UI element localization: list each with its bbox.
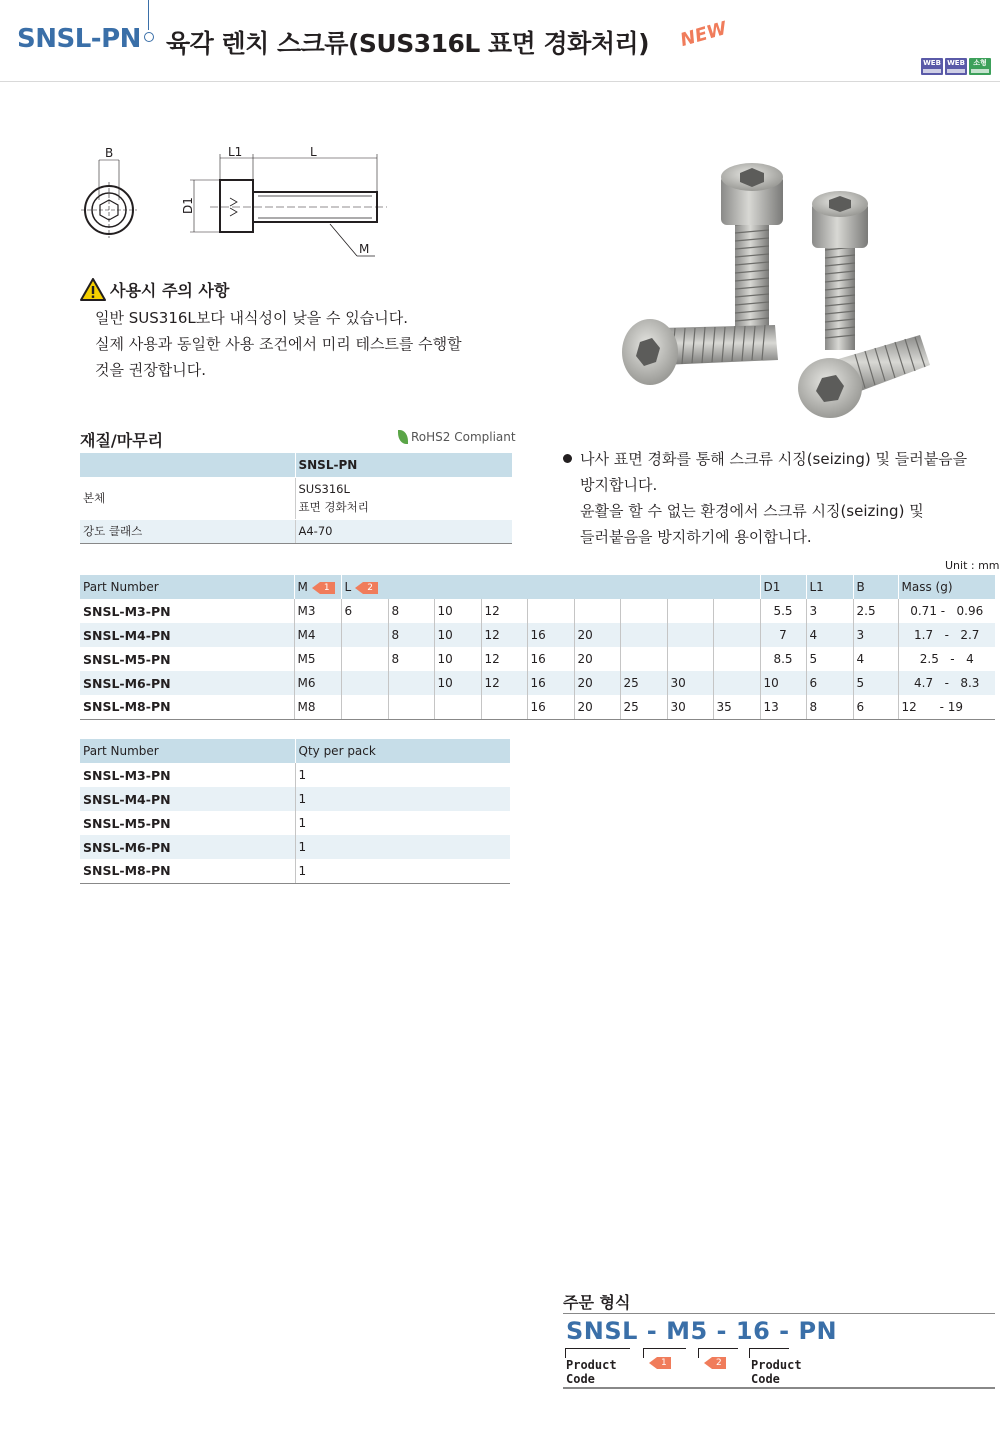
table-row [80, 477, 512, 519]
part-number: SNSL-M5-PN [83, 651, 171, 667]
b-cell: 3 [853, 623, 898, 647]
screw-image [622, 319, 778, 385]
l-cell: 8 [388, 599, 434, 623]
mass-cell: 4.7 - 8.3 [898, 671, 995, 695]
row-value [295, 477, 512, 519]
l1-cell: 5 [806, 647, 853, 671]
l-cell: 12 [481, 647, 527, 671]
spec-table [80, 575, 995, 720]
segment-bracket [749, 1348, 789, 1358]
label-l: L [310, 145, 317, 159]
l1-cell: 3 [806, 599, 853, 623]
table-row [80, 859, 510, 883]
part-number: SNSL-M8-PN [80, 695, 294, 719]
l-cell [713, 671, 760, 695]
table-row [80, 763, 510, 787]
header-l [341, 575, 760, 599]
qty-cell: 1 [295, 787, 510, 811]
feature-line: 나사 표면 경화를 통해 스크류 시징(seizing) 및 들러붙음을 [580, 450, 968, 468]
segment-label [566, 1358, 617, 1386]
segment-bracket [565, 1348, 630, 1358]
feature-line: 들러붙음을 방지하기에 용이합니다. [580, 528, 812, 546]
page-header [0, 0, 1000, 82]
warning-icon [80, 278, 106, 301]
qty-cell: 1 [295, 835, 510, 859]
small-size-icon[interactable]: 소형 [969, 58, 991, 75]
order-title: 주문 형식 [563, 1293, 631, 1312]
l-cell: 30 [667, 695, 713, 719]
caution-line: 실제 사용과 동일한 사용 조건에서 미리 테스트를 수행할 [95, 335, 462, 353]
screw-image [721, 163, 783, 335]
qty-cell: 1 [295, 763, 510, 787]
l-cell [341, 623, 388, 647]
header-b: B [853, 575, 898, 599]
table-row [80, 623, 995, 647]
l-cell: 16 [527, 623, 574, 647]
segment-label-line: Code [751, 1372, 780, 1386]
side-view [190, 154, 387, 256]
new-badge: NEW [678, 17, 730, 52]
table-row [80, 519, 512, 543]
l-cell [667, 623, 713, 647]
qty-cell: 1 [295, 811, 510, 835]
l-cell: 10 [434, 647, 481, 671]
order-divider [563, 1313, 995, 1314]
header-l-label: L [344, 580, 352, 594]
l-cell [667, 599, 713, 623]
l-cell: 25 [620, 695, 667, 719]
front-view [81, 160, 137, 238]
part-number: SNSL-M3-PN [83, 767, 171, 783]
header-l1: L1 [806, 575, 853, 599]
unit-label: Unit : mm [945, 559, 1000, 572]
l-cell: 16 [527, 671, 574, 695]
badge-2-icon: 2 [363, 582, 378, 594]
l-cell [713, 599, 760, 623]
screw-image [798, 335, 930, 418]
rohs-badge [398, 430, 516, 444]
segment-label-line: Code [566, 1372, 595, 1386]
header-cell [80, 453, 295, 477]
finish-value: 표면 경화처리 [298, 500, 369, 514]
l-cell [388, 671, 434, 695]
l-cell: 20 [574, 647, 620, 671]
l-cell [341, 695, 388, 719]
header-cell: SNSL-PN [295, 453, 512, 477]
b-cell: 4 [853, 647, 898, 671]
badge-1-icon: 1 [320, 582, 335, 594]
l-cell [620, 599, 667, 623]
m-cell: M5 [294, 647, 341, 671]
part-number: SNSL-M6-PN [80, 835, 295, 859]
feature-bullet [563, 446, 983, 550]
l-cell: 6 [341, 599, 388, 623]
l-cell [388, 695, 434, 719]
m-cell: M4 [294, 623, 341, 647]
table-row [80, 671, 995, 695]
part-number: SNSL-M5-PN [83, 815, 171, 831]
part-number: SNSL-M6-PN [80, 671, 294, 695]
l-cell: 30 [667, 671, 713, 695]
l-cell [713, 623, 760, 647]
caution-line: 것을 권장합니다. [95, 361, 206, 379]
segment-label-line: Product [751, 1358, 802, 1372]
table-row [80, 695, 995, 719]
table-row [80, 835, 510, 859]
l-cell: 10 [434, 671, 481, 695]
l-cell: 20 [574, 695, 620, 719]
l1-cell: 6 [806, 671, 853, 695]
table-row [80, 811, 510, 835]
l-cell [481, 695, 527, 719]
mass-cell: 12 - 19 [898, 695, 995, 719]
part-number: SNSL-M3-PN [83, 603, 171, 619]
m-cell: M3 [294, 599, 341, 623]
web-icon[interactable]: WEB [945, 58, 967, 75]
mass-cell: 1.7 - 2.7 [898, 623, 995, 647]
header-divider-dot [144, 32, 154, 42]
l-cell: 25 [620, 671, 667, 695]
l-cell: 12 [481, 623, 527, 647]
web-icon[interactable]: WEB [921, 58, 943, 75]
d1-cell: 7 [760, 623, 806, 647]
material-table [80, 453, 512, 544]
rohs-label: RoHS2 Compliant [411, 430, 516, 444]
l-cell [341, 671, 388, 695]
leaf-icon [398, 430, 408, 444]
feature-line: 방지합니다. [580, 476, 658, 494]
b-cell: 5 [853, 671, 898, 695]
technical-drawing [72, 140, 392, 270]
l1-cell: 4 [806, 623, 853, 647]
l-cell: 8 [388, 623, 434, 647]
l-cell [713, 647, 760, 671]
l-cell [574, 599, 620, 623]
d1-cell: 8.5 [760, 647, 806, 671]
material-title: 재질/마무리 [80, 431, 164, 450]
l-cell: 16 [527, 695, 574, 719]
part-number: SNSL-M4-PN [80, 787, 295, 811]
web-icons [921, 58, 991, 75]
header-part: Part Number [80, 575, 294, 599]
b-cell: 2.5 [853, 599, 898, 623]
header-divider [148, 0, 149, 30]
table-header-row [80, 739, 510, 763]
row-value: A4-70 [295, 519, 512, 543]
l-cell [620, 647, 667, 671]
l-cell [341, 647, 388, 671]
screw-image [812, 191, 868, 350]
order-code: SNSL - M5 - 16 - PN [566, 1317, 838, 1345]
l-cell: 20 [574, 623, 620, 647]
caution-heading [80, 278, 462, 301]
header-d1: D1 [760, 575, 806, 599]
l-cell: 10 [434, 599, 481, 623]
header-qty: Qty per pack [295, 739, 510, 763]
table-header-row [80, 575, 995, 599]
header-mass: Mass (g) [898, 575, 995, 599]
page-title: 육각 렌치 스크류(SUS316L 표면 경화처리) [166, 29, 650, 58]
table-row [80, 599, 995, 623]
table-header-row [80, 453, 512, 477]
label-l1: L1 [228, 145, 243, 159]
mass-cell: 0.71 - 0.96 [898, 599, 995, 623]
d1-cell: 5.5 [760, 599, 806, 623]
l-cell: 8 [388, 647, 434, 671]
segment-label [751, 1358, 802, 1386]
caution-box [80, 278, 462, 383]
label-b: B [105, 146, 114, 160]
l-cell: 12 [481, 599, 527, 623]
qty-table [80, 739, 510, 884]
m-cell: M6 [294, 671, 341, 695]
header-m [294, 575, 341, 599]
header-part: Part Number [80, 739, 295, 763]
qty-cell: 1 [295, 859, 510, 883]
bullet-icon [563, 454, 572, 463]
header-m-label: M [297, 580, 308, 594]
d1-cell: 13 [760, 695, 806, 719]
product-code: SNSL-PN [17, 24, 141, 54]
l-cell: 16 [527, 647, 574, 671]
d1-cell: 10 [760, 671, 806, 695]
caution-text [95, 305, 462, 383]
b-cell: 6 [853, 695, 898, 719]
l-cell: 35 [713, 695, 760, 719]
l-cell: 12 [481, 671, 527, 695]
product-photo [600, 160, 940, 420]
feature-line: 윤활을 할 수 없는 환경에서 스크류 시징(seizing) 및 [580, 502, 924, 520]
badge-1-icon: 1 [657, 1357, 671, 1369]
l-cell [667, 647, 713, 671]
l-cell [434, 695, 481, 719]
l-cell [620, 623, 667, 647]
part-number: SNSL-M8-PN [80, 859, 295, 883]
caution-title: 사용시 주의 사항 [110, 281, 230, 300]
l1-cell: 8 [806, 695, 853, 719]
row-label: 본체 [80, 477, 295, 519]
feature-text [580, 446, 983, 550]
segment-label-line: Product [566, 1358, 617, 1372]
m-cell: M8 [294, 695, 341, 719]
table-row [80, 787, 510, 811]
l-cell: 10 [434, 623, 481, 647]
mass-cell: 2.5 - 4 [898, 647, 995, 671]
label-m: M [359, 242, 370, 256]
badge-2-icon: 2 [712, 1357, 726, 1369]
label-d1: D1 [181, 197, 195, 214]
l-cell [527, 599, 574, 623]
l-cell: 20 [574, 671, 620, 695]
caution-line: 일반 SUS316L보다 내식성이 낮을 수 있습니다. [95, 309, 408, 327]
part-number: SNSL-M4-PN [80, 623, 294, 647]
row-label: 강도 클래스 [80, 519, 295, 543]
order-bottom-rule [563, 1387, 995, 1389]
material-value: SUS316L [298, 482, 350, 496]
table-row [80, 647, 995, 671]
